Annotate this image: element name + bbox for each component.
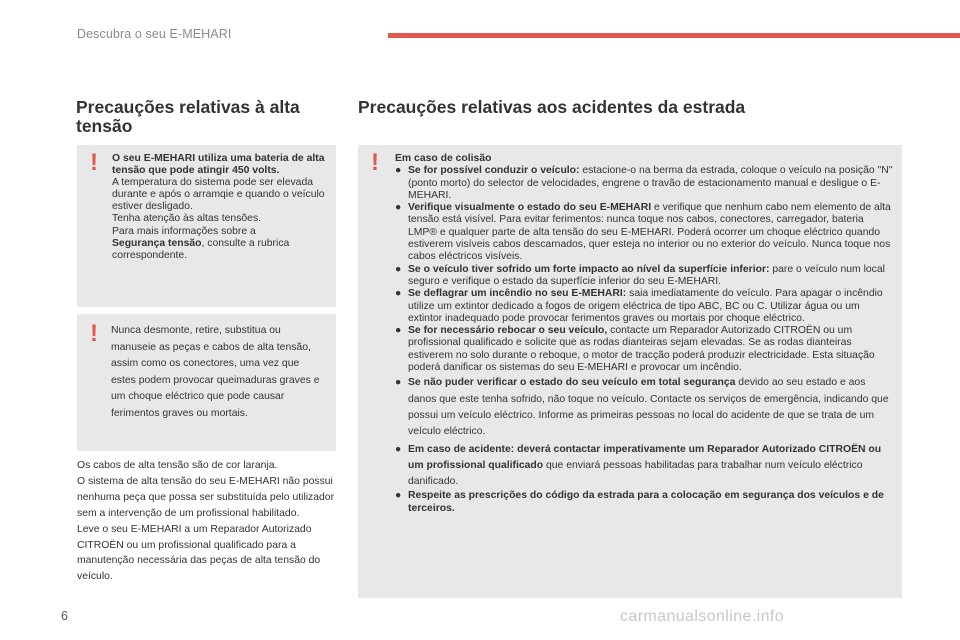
warning-line-more-info: Para mais informações sobre a	[112, 225, 256, 237]
body-line-repairer: Leve o seu E-MEHARI a um Reparador Autorizado CITROËN ou um profissional qualificado para a manutenção necessária das peças de alta tensão do veículo.	[77, 523, 321, 583]
item-bold: Em caso de acidente: deverá contactar imperativamente um Reparador Autorizado CITROËN ou um profissional qualificado	[408, 443, 882, 471]
watermark: carmanualsonline.info	[620, 608, 785, 625]
body-line-orange: Os cabos de alta tensão são de cor laranja.	[77, 460, 278, 471]
warning-box-dismantle	[77, 314, 336, 451]
item-bold: Verifique visualmente o estado do seu E-MEHARI	[408, 202, 652, 214]
item-bold: Se deflagrar um incêndio no seu E-MEHARI:	[408, 288, 627, 300]
heading-road-accidents: Precauções relativas aos acidentes da estrada	[358, 97, 746, 117]
item-text: pare o veículo num local seguro e verifique o estado da superfície inferior do seu E-MEHARI.	[408, 263, 885, 287]
running-title: Descubra o seu E-MEHARI	[77, 27, 232, 41]
header-red-rule	[388, 33, 960, 38]
warning-text-battery	[112, 153, 327, 262]
bullet-icon: ●	[395, 263, 402, 275]
item-text: e verifique que nenhum cabo nem elemento de alta tensão está visível. Para evitar ferimentos: nunca toque nos cabos, conectores, carregador, bateria LMP® e qualquer parte de alta tensão do seu E-MEHARI. Poderá ocorrer um choque eléctrico quando estiverem visíveis cabos descarnados, quer esteja no interior ou no exterior do veículo. Nunca toque nos cabos eléctricos visíveis.	[408, 202, 891, 263]
item-bold: Se não puder verificar o estado do seu veículo em total segurança	[408, 377, 736, 389]
bullet-icon: ●	[395, 202, 402, 214]
item-text: contacte um Reparador Autorizado CITROËN ou um profissional qualificado e solicite que as rodas dianteiras sejam elevadas. Se as rodas dianteiras estiverem no solo durante o reboque, o motor de tracção poderá produzir electricidade. Esta situação poderá danificar os sistemas do seu E-MEHARI e provocar um incêndio.	[408, 325, 875, 374]
list-item	[395, 442, 895, 491]
bullet-icon: ●	[395, 443, 402, 455]
bullet-icon: ●	[395, 490, 402, 502]
list-item	[395, 264, 895, 289]
bullet-icon: ●	[395, 325, 402, 337]
warning-icon: !	[90, 320, 98, 347]
item-bold: Respeite as prescrições do código da estrada para a colocação em segurança dos veículos e de terceiros.	[408, 490, 884, 514]
heading-high-voltage: Precauções relativas à alta tensão	[76, 97, 300, 136]
list-item	[395, 325, 895, 374]
body-line-system: O sistema de alta tensão do seu E-MEHARI não possui nenhuma peça que possa ser substituída pelo utilizador sem a intervenção de um profissional habilitado.	[77, 475, 335, 519]
bullet-icon: ●	[395, 288, 402, 300]
item-text: estacione-o na berma da estrada, coloque o veículo na posição "N" (ponto morto) do selector de velocidades, engrene o travão de estacionamento manual e desligue o E-MEHARI.	[408, 165, 893, 201]
list-item	[395, 288, 895, 325]
warning-icon: !	[90, 149, 98, 176]
body-text-cables	[77, 458, 339, 585]
page-number: 6	[61, 609, 68, 623]
warning-line-rubric: , consulte a rubrica correspondente.	[112, 237, 290, 261]
warning-line-temperature: A temperatura do sistema pode ser elevada durante e após o arramqie e quando o veículo estiver desligado.	[112, 177, 325, 213]
item-text: saia imediatamente do veículo. Para apagar o incêndio utilize um extintor dedicado a fogos de origem eléctrica de tipo ABC, BC ou C. Utilizar água ou um extintor inadequado pode provocar ferimentos graves ou mortais por choque eléctrico.	[408, 288, 883, 324]
warning-box-collision	[358, 145, 902, 598]
item-bold: Se for possível conduzir o veículo:	[408, 165, 580, 177]
item-text: devido ao seu estado e aos danos que este tenha sofrido, não toque no veículo. Contacte os serviços de emergência, indicando que possui um veículo eléctrico. Informe as primeiras pessoas no local do acidente de que se trata de um veículo eléctrico.	[408, 377, 889, 438]
warning-box-battery	[77, 145, 336, 307]
item-bold: Se for necessário rebocar o seu veículo,	[408, 325, 608, 337]
collision-title: Em caso de colisão	[395, 153, 492, 164]
list-item	[395, 375, 895, 440]
item-bold: Se o veículo tiver sofrido um forte impacto ao nível da superfície inferior:	[408, 263, 770, 275]
item-text: que enviará pessoas habilitadas para trabalhar num veículo eléctrico danificado.	[408, 459, 863, 488]
list-item	[395, 165, 895, 202]
bullet-icon: ●	[395, 165, 402, 177]
bullet-icon: ●	[395, 377, 402, 389]
list-item	[395, 202, 895, 263]
warning-icon: !	[371, 149, 379, 176]
list-item	[395, 490, 895, 515]
warning-bold-battery: O seu E-MEHARI utiliza uma bateria de alta tensão que pode atingir 450 volts.	[112, 153, 325, 177]
warning-line-attention: Tenha atenção às altas tensões.	[112, 213, 262, 225]
crossref-security: Segurança tensão	[112, 237, 202, 249]
warning-text-dismantle: Nunca desmonte, retire, substitua ou manuseie as peças e cabos de alta tensão, assim como os conectores, uma vez que estes podem provocar queimaduras graves e um choque eléctrico que pode causar ferimentos graves ou mortais.	[111, 325, 320, 419]
collision-content	[395, 153, 895, 515]
